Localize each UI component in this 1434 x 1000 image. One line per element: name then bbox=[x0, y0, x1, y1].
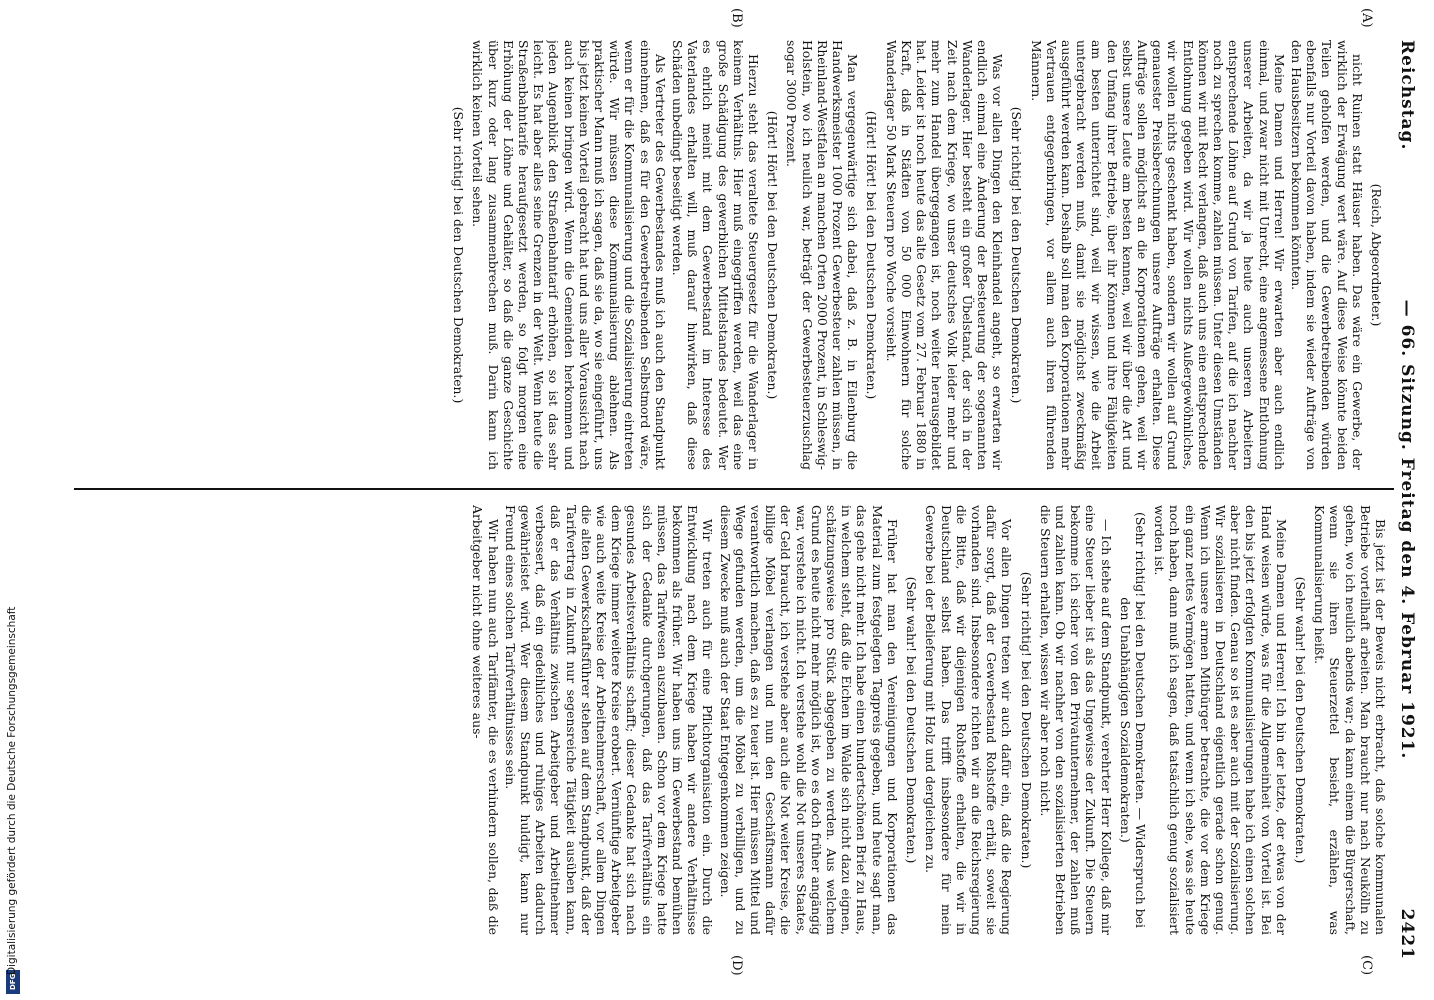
paragraph: (Hört! Hört! bei den Deutschen Demokraten.) bbox=[765, 110, 781, 400]
document-page bbox=[50, 0, 1434, 1000]
digitization-credit-text: Digitalisierung gefördert durch die Deutsche Forschungsgemeinschaft bbox=[6, 606, 18, 975]
paragraph: Wir treten auch für eine Pflichtorganisation ein. Durch die Entwicklung nach dem Kriege haben wir andere Verhältnisse bekommen als früher. Wir haben uns im Gewerbestand bemühen müssen, das Tarifwesen auszubauen. Schon vor dem Kriege hatte sich der Gedanke durchgerungen, daß das Tarifverhältnis ein gesundes Arbeitsverhältnis schafft; dieser Gedanke hat sich nach dem Kriege immer weitere Kreise erobert. Vernünftige Arbeitgeber wie auch weite Kreise der Arbeitnehmerschaft, vor allem Dingen die alten Gewerkschaftsführer stehen auf dem Standpunkt, daß der Tarifvertrag in Zukunft nur segensreiche Tätigkeit ausüben kann, daß er das Verhältnis zwischen Arbeitgeber und Arbeitnehmer verbessert, daß ein gedeihliches und ruhiges Arbeiten dadurch gewährleistet wird. Wer diesem Standpunkt huldigt, kann nur Freund eines solchen Tarifverhältnisses sein. bbox=[502, 505, 716, 935]
header-title: — 66. Sitzung. Freitag den 4. Februar 1921. bbox=[1397, 299, 1417, 760]
header-left: Reichstag. bbox=[1397, 40, 1417, 151]
paragraph: Man vergegenwärtige sich dabei, daß z. B. in Eilenburg die Handwerksmeister 1000 Prozent Gewerbesteuer zahlen müssen, in Rheinland-Westfalen an manchen Orten 2000 Prozent, in Schleswig-Holstein, wo ich neulich war, beträgt der Gewerbesteuerzuschlag sogar 3000 Prozent. bbox=[784, 40, 861, 470]
column-divider bbox=[74, 488, 1394, 490]
paragraph: Meine Damen und Herren! Ich bin der letzte, der etwas von der Hand weisen würde, was für die Allgemeinheit von Vorteil ist. Bei den bis jetzt erfolgten Kommunalisierungen habe ich einen solchen aber nicht finden. Genau so ist es aber auch mit der Sozialisierung. Wir sozialisieren in Deutschland eigentlich gerade schon genug. Wenn ich unsere armen Mitbürger betrachte, die vor dem Kriege ein ganz nettes Vermögen hatten, und wenn ich sehe, was sie heute noch haben, dann muß ich sagen, daß tatsächlich genug sozialisiert worden ist. bbox=[1152, 505, 1289, 935]
paragraph: Als Vertreter des Gewerbestandes muß ich auch den Standpunkt einnehmen, daß es für den Gewerbetreibenden Selbstmord wäre, wenn er für die Kommunalisierung und die Sozialisierung eintreten würde. Wir müssen diese Kommunalisierung ablehnen. Als praktischer Mann muß ich sagen, daß sie da, wo sie eingeführt, uns bis jetzt keinen Vorteil gebracht hat und uns aller Voraussicht nach auch keinen bringen wird. Wenn die Gemeinden herkommen und jeden Augenblick den Straßenbahntarif erhöhen, so ist das sehr leicht. Es hat aber alles seine Grenzen in der Welt. Wenn heute die Straßenbahntarife heraufgesetzt werden, so folgt morgen eine Erhöhung der Löhne und Gehälter, so daß die ganze Geschichte über kurz oder lang zusammenbrechen muß. Darin kann ich wirklich keinen Vorteil sehen. bbox=[470, 40, 668, 470]
paragraph: (Sehr richtig! bei den Deutschen Demokraten.) bbox=[451, 106, 467, 404]
right-column bbox=[78, 505, 1388, 935]
paragraph: Vor allen Dingen treten wir auch dafür ein, daß die Regierung dafür sorgt, daß der Gewerbestand Rohstoffe erhält, soweit sie vorhanden sind. Insbesondere richten wir an die Reichsregierung die Bitte, daß wir diejenigen Rohstoffe erhalten, die wir in Deutschland selbst haben. Das trifft insbesondere für mein Gewerbe bei der Belieferung mit Holz und dergleichen zu. bbox=[923, 505, 1015, 935]
page-header bbox=[1394, 40, 1420, 960]
paragraph: Hierzu steht das veraltete Steuergesetz für die Wanderlager in keinem Verhältnis. Hier muß eingegriffen werden, weil das eine große Schädigung des gewerblichen Mittelstandes bedeutet. Wer es ehrlich meint mit dem Gewerbestand im Interesse des Vaterlandes erhalten will, muß darauf hinwirken, daß diese Schäden unbedingt beseitigt werden. bbox=[670, 40, 762, 470]
paragraph: Wir haben nun auch Tarifämter, die es verhindern sollen, daß die Arbeitgeber nicht ohne weiteres aus- bbox=[470, 505, 501, 935]
page-number: 2421 bbox=[1397, 908, 1417, 960]
paragraph: (Sehr richtig! bei den Deutschen Demokraten. — Widerspruch bei den Unabhängigen Sozialdemokraten.) bbox=[1117, 512, 1148, 928]
digitization-credit bbox=[2, 0, 24, 1000]
paragraph: — Ich stehe auf dem Standpunkt, verehrter Herr Kollege, daß mir eine Steuer lieber ist als das Ungewisse der Zukunft. Die Steuern bekomme ich sicher von den Privatunternehmer, der zahlen muß und zahlen kann. Ob wir nachher von den sozialisierten Betrieben die Steuern erhalten, wissen wir aber noch nicht. bbox=[1037, 505, 1114, 935]
paragraph: (Sehr richtig! bei den Deutschen Demokraten.) bbox=[1018, 571, 1034, 869]
margin-marker-c: (C) bbox=[1359, 955, 1374, 976]
paragraph: Früher hat man den Vereinigungen und Korporationen das Material zum festgelegten Tagpreis gegeben, und heute sagt man, das gehe nicht mehr. Ich habe einen hundertschönen Brief zu Haus, in welchem steht, daß die Eichen im Walde sich nicht dazu eignen, schätzungsweise pro Stück abgegeben zu werden. Aus welchem Grund es heute nicht mehr möglich ist, wo es doch früher angängig war, verstehe ich nicht. Ich verstehe wohl die Not unseres Staates, der Geld braucht, ich verstehe aber auch die Not weiter Kreise, die billige Möbel verlangen und nun den Geschäftsmann dafür verantwortlich machen, daß es zu teuer ist. Hier müssen Mittel und Wege gefunden werden, um die Möbel zu verbilligen, und zu diesem Zwecke muß auch der Staat Entgegenkommen zeigen. bbox=[717, 505, 900, 935]
paragraph: Bis jetzt ist der Beweis nicht erbracht, daß solche kommunalen Betriebe vorteilhaft arbeiten. Man braucht nur nach Neukölln zu gehen, wo ich neulich abends war; da kann einem die Bürgerschaft, wenn sie ihren Steuerzettel besieht, erzählen, was Kommunalisierung heißt. bbox=[1312, 505, 1388, 935]
paragraph: (Reich, Abgeordneter.) bbox=[1369, 183, 1384, 327]
paragraph: Meine Damen und Herren! Wir erwarten aber auch endlich einmal, und zwar nicht mit Unrecht, eine angemessene Entlohnung unserer Arbeiten, da wir ja heute auch unseren Arbeitern entsprechende Löhne auf Grund von Tarifen, auf die ich nachher noch zu sprechen komme, zahlen müssen. Unter diesen Umständen können wir mit Recht verlangen, daß auch uns eine entsprechende Entlohnung gegeben wird. Wir wollen nichts Außergewöhnliches, wir wollen nichts geschenkt haben, sondern wir wollen auf Grund genauester Preisberechnungen unsere Aufträge erhalten. Diese Aufträge sollen möglichst an die Korporationen gehen, weil wir selbst unsere Leute am besten kennen, weil wir über die Art und den Umfang ihrer Betriebe, über ihr Können und ihre Fähigkeiten am besten unterrichtet sind, weil wir wissen, wie die Arbeit untergebracht werden muß, damit sie möglichst zweckmäßig ausgeführt werden kann. Deshalb soll man den Korporationen mehr Vertrauen entgegenbringen, vor allem auch ihren führenden Männern. bbox=[1028, 40, 1287, 470]
paragraph: (Sehr wahr! bei den Deutschen Demokraten.) bbox=[1292, 576, 1308, 864]
dfg-logo: DFG bbox=[6, 970, 20, 994]
left-column bbox=[78, 40, 1388, 470]
paragraph: (Sehr richtig! bei den Deutschen Demokraten.) bbox=[1009, 106, 1025, 404]
margin-marker-d: (D) bbox=[729, 955, 744, 976]
paragraph: nicht Ruinen statt Häuser haben. Das wäre ein Gewerbe, der wirklich der Erwägung wert wäre. Auf diese Weise könnte beiden Teilen geholfen werden, und die Gewerbetreibenden würden ebenfalls nur Vorteil davon haben, indem sie wieder Aufträge von den Hausbesitzern bekommen könnten. bbox=[1288, 40, 1365, 470]
margin-marker-a: (A) bbox=[1359, 8, 1374, 28]
margin-marker-b: (B) bbox=[729, 8, 744, 28]
paragraph: (Hört! Hört! bei den Deutschen Demokraten.) bbox=[864, 110, 880, 400]
paragraph: Was vor allen Dingen den Kleinhandel angeht, so erwarten wir endlich einmal eine Änderung der Besteuerung der sogenannten Wanderlager. Hier besteht ein großer Übelstand, der sich in der Zeit nach dem Kriege, wo unser deutsches Volk leider mehr und mehr zum Handel übergegangen ist, noch weiter herausgebildet hat. Leider ist noch heute das alte Gesetz vom 27. Februar 1880 in Kraft, daß in Städten von 50 000 Einwohnern für solche Wanderlager 50 Mark Steuern pro Woche vorsieht. bbox=[883, 40, 1006, 470]
paragraph: (Sehr wahr! bei den Deutschen Demokraten.) bbox=[904, 576, 920, 864]
